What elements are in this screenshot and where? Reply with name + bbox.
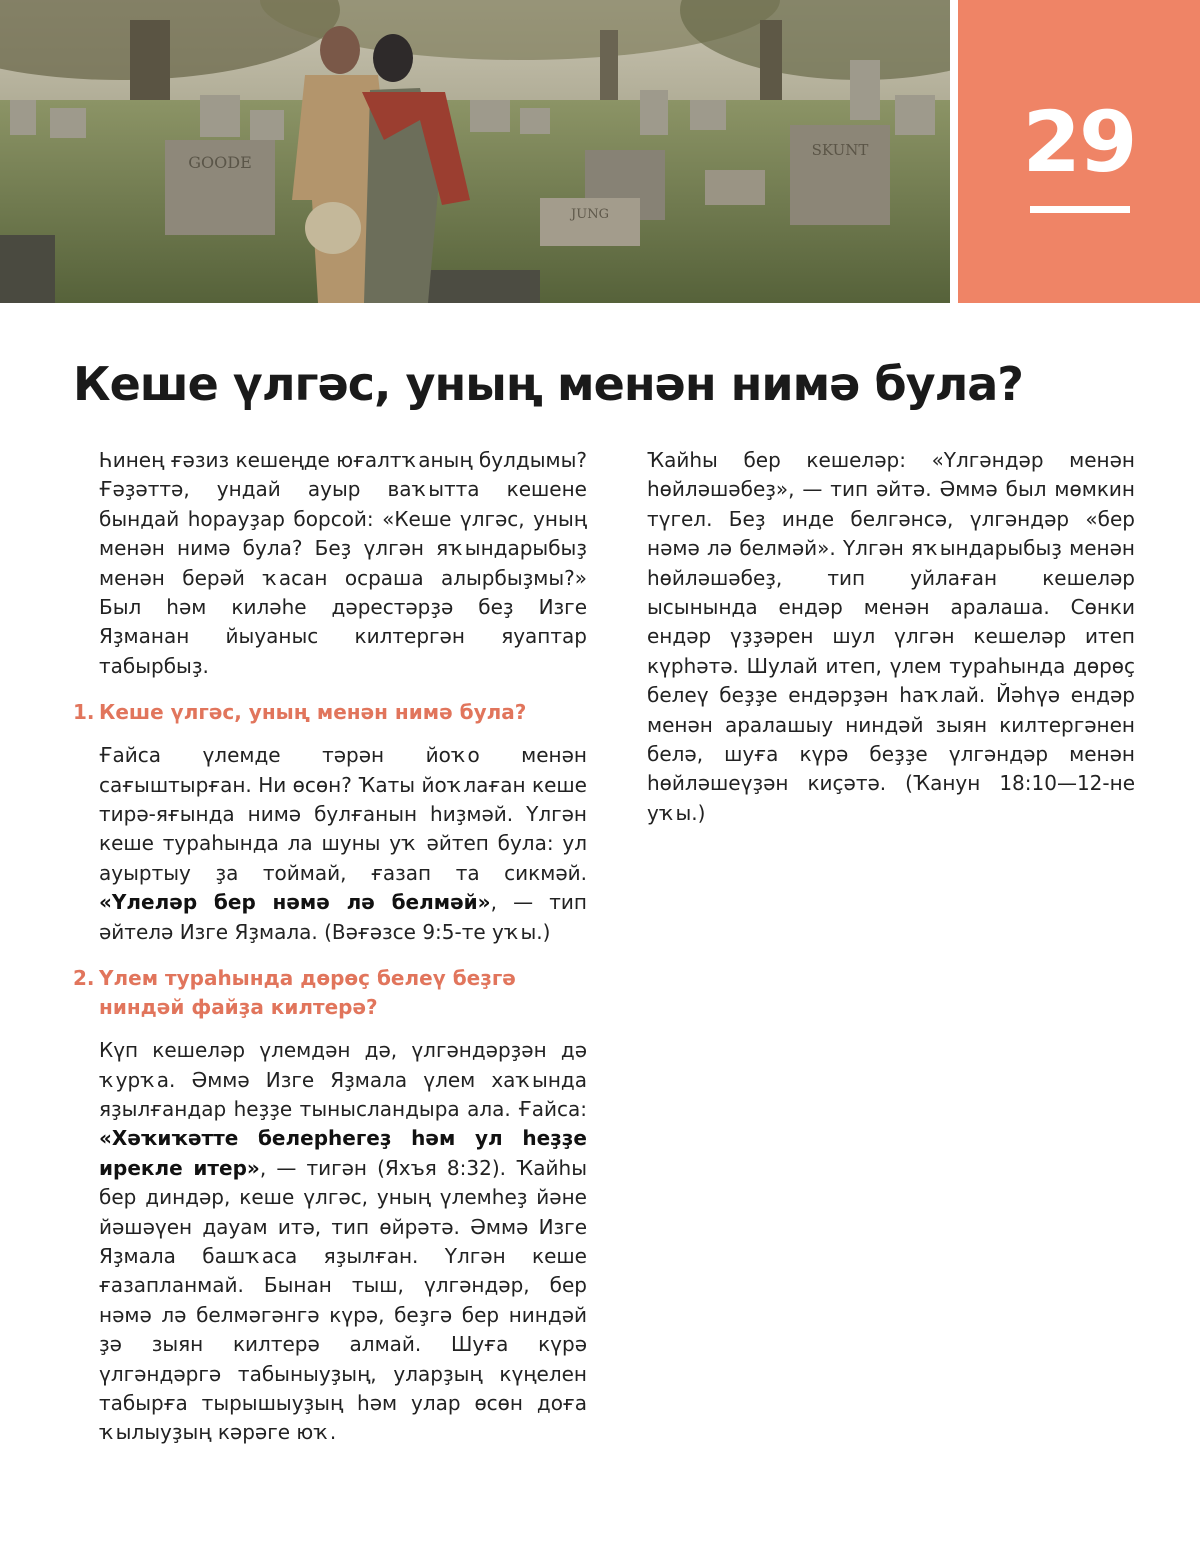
- hero-photo-cemetery-couple: [0, 0, 950, 303]
- hero-divider: [950, 0, 958, 303]
- section-1-scripture-quote: «Үлеләр бер нәмә лә белмәй»: [99, 890, 491, 915]
- lesson-number: 29: [1022, 93, 1136, 191]
- section-2-paragraph: [99, 1036, 587, 1448]
- section-2-text-after: , — тигән (Яхъя 8:32). Ҡайһы бер диндәр, кеше үлгәс, уның үлемһеҙ йәне йәшәүен дауам итә, тип өйрәтә. Әммә Изге Яҙмала башҡаса яҙылған. Үлгән кеше ғазапланмай. Бынан тыш, үлгәндәр, бер нәмә лә белмәгәнгә күрә, беҙгә бер ниндәй ҙә зыян килтерә алмай. Шуға күрә үлгәндәргә табыныуҙың, уларҙың күңелен табырға тырышыуҙың һәм улар өсөн доға ҡылыуҙың кәрәге юҡ.: [99, 1155, 587, 1445]
- right-column: [647, 446, 1135, 845]
- lesson-number-underline: [1030, 206, 1130, 213]
- section-2-number: 2.: [73, 966, 95, 991]
- right-column-paragraph: Ҡайһы бер кешеләр: «Үлгәндәр менән һөйләшәбеҙ», — тип әйтә. Әммә был мөмкин түгел. Беҙ инде белгәнсә, үлгәндәр «бер нәмә лә белмәй». Үлгән яҡындарыбыҙ менән һөйләшәбеҙ, тип уйлаған кешеләр ысынында ендәр менән аралаша. Сөнки ендәр үҙҙәрен шул үлгән кешеләр итеп күрһәтә. Шулай итеп, үлем тураһында дөрөҫ белеү беҙҙе ендәрҙән һаҡлай. Йәһүә ендәр менән аралашыу ниндәй зыян килтергәнен белә, шуға күрә беҙҙе үлгәндәр менән һөйләшеүҙән киҫәтә. (Ҡанун 18:10—12-не уҡы.): [647, 448, 1135, 825]
- left-column: [73, 446, 587, 1465]
- intro-paragraph: Һинең ғәзиз кешеңде юғалтҡаның булдымы? Ғәҙәттә, ундай ауыр ваҡытта кешене бындай һорауҙар борсой: «Кеше үлгәс, уның менән нимә була? Беҙ үлгән яҡындарыбыҙ менән берәй ҡасан осраша алырбыҙмы?» Был һәм киләһе дәрестәрҙә беҙ Изге Яҙманан йыуаныс килтергән яуаптар табырбыҙ.: [99, 448, 587, 678]
- section-1-paragraph: [99, 741, 587, 947]
- section-2-question: [73, 964, 587, 1022]
- section-1-number: 1.: [73, 700, 95, 725]
- section-1-question-text: Кеше үлгәс, уның менән нимә була?: [99, 700, 527, 725]
- section-1-text-after: , — тип әйтелә Изге Яҙмала. (Вәғәзсе 9:5-те уҡы.): [99, 890, 587, 944]
- section-2-scripture-quote: «Хәҡиҡәтте белерһегеҙ һәм ул һеҙҙе ирекле итер»: [99, 1126, 587, 1180]
- headstone-goode-text: GOODE: [188, 153, 252, 172]
- lesson-number-badge: [958, 0, 1200, 303]
- section-1-question: [73, 698, 587, 727]
- headstone-skunt-text: SKUNT: [811, 141, 869, 159]
- section-1-text-before: Ғайса үлемде тәрән йоҡо менән сағыштырған. Ни өсөн? Ҡаты йоҡлаған кеше тирә-яғында нимә булғанын һиҙмәй. Үлгән кеше тураһында ла шуны уҡ әйтеп була: ул ауыртыу ҙа тоймай, ғазап та сикмәй.: [99, 743, 587, 885]
- section-2-question-text: Үлем тураһында дөрөҫ белеү беҙгә ниндәй файҙа килтерә?: [99, 966, 516, 1020]
- page-title: Кеше үлгәс, уның менән нимә була?: [73, 357, 1023, 411]
- section-2-text-before: Күп кешеләр үлемдән дә, үлгәндәрҙән дә ҡурҡа. Әммә Изге Яҙмала үлем хаҡында яҙылғандар һеҙҙе тынысландыра ала. Ғайса:: [99, 1038, 587, 1121]
- headstone-jung-text: JUNG: [571, 207, 609, 222]
